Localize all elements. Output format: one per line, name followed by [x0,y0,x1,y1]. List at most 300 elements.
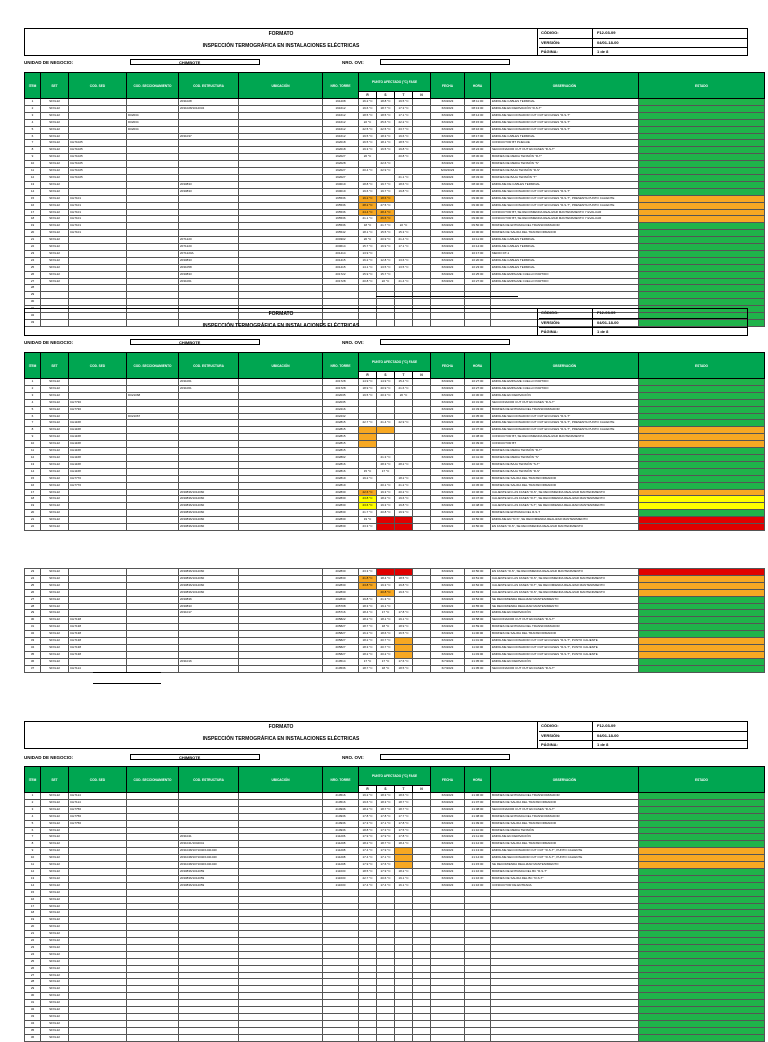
status-cell [639,958,765,965]
cell-obs: SE RECOMIENDA REALIZAR MANTENIMIENTO [491,862,639,869]
cell-tor: 205827 [323,624,359,631]
cell-s [377,1014,395,1021]
cell-ubi [239,517,323,524]
cell-set: SFXL22 [41,1014,69,1021]
cell-f: 6/6/2023 [431,223,465,230]
cell-i: 11 [25,862,41,869]
status-cell [639,993,765,1000]
cell-h: 10:30:00 [465,392,491,399]
cell-obs: BORNES DE SALIDA DEL TRANSFORMADOR [491,799,639,806]
cell-h: 10:47:00 [465,496,491,503]
cell-set: SFXL22 [41,793,69,800]
cell-t [395,413,413,420]
cell-t [395,958,413,965]
cell-est [179,931,239,938]
cell-h [465,299,491,306]
cell-ubi [239,292,323,299]
cell-f: 6/6/2023 [431,126,465,133]
cell-n [413,133,431,140]
cell-set: SFXL22 [41,441,69,448]
cell-n [413,385,431,392]
cell-n [413,1000,431,1007]
cell-est [179,392,239,399]
status-cell [639,903,765,910]
cell-f [431,910,465,917]
cell-s: 27.5 °C [377,202,395,209]
cell-i: 26 [25,589,41,596]
cell-tor: 191612 [323,126,359,133]
status-cell [639,1000,765,1007]
cell-r: 19.2 °C [359,793,377,800]
column-header-cod_secc: COD. SECCIONAMIENTO [127,73,179,99]
cell-ubi [239,112,323,119]
cell-obs: EMPALME SECCIONADOR CUT OUT EN FASES "R-S-T", PRESENTA PUNTO CALIENTE [491,427,639,434]
cell-est [179,126,239,133]
cell-f: 6/6/2023 [431,524,465,531]
column-header-ubicacion: UBICACIÓN [239,353,323,379]
cell-obs: CONDUCTOR BT [491,441,639,448]
cell-sec [127,793,179,800]
cell-n [413,195,431,202]
cell-s [377,434,395,441]
column-header-s: S [377,786,395,793]
cell-t: 21.4 °C [395,278,413,285]
status-cell [639,868,765,875]
cell-t: 18.6 °C [395,181,413,188]
cell-obs [491,1014,639,1021]
cell-f: 6/6/2023 [431,154,465,161]
cell-n [413,503,431,510]
status-cell [639,385,765,392]
form-title: INSPECCIÓN TERMOGRÁFICA EN INSTALACIONES ELÉCTRICAS [202,736,360,742]
cell-r: 22.5 °C [359,126,377,133]
column-header-t: T [395,372,413,379]
cell-s: 17 °C [377,658,395,665]
cell-n [413,420,431,427]
status-cell [639,496,765,503]
cell-sed: CH1168 [69,468,127,475]
cell-sed [69,257,127,264]
cell-f: 6/6/2023 [431,468,465,475]
cell-sec [127,658,179,665]
cell-ubi [239,979,323,986]
cell-i: 3 [25,392,41,399]
cell-est: 2030836/1012060 [179,569,239,576]
cell-tor: 202816 [323,468,359,475]
status-cell [639,392,765,399]
cell-obs: EN FASES "R-S", SE RECOMIENDA REALIZAR MANTENIMIENTO [491,569,639,576]
cell-h: 10:58:00 [465,617,491,624]
cell-f: 6/6/2023 [431,379,465,386]
cell-t: 17.1 °C [395,112,413,119]
cell-i: 33 [25,638,41,645]
cell-sed [69,278,127,285]
table-row [25,624,765,631]
status-cell [639,510,765,517]
cell-h: 09:50:00 [465,223,491,230]
cell-ubi [239,285,323,292]
status-cell [639,461,765,468]
cell-tor: 202830 [323,517,359,524]
cell-sed [69,944,127,951]
cell-s: 17.9 °C [377,848,395,855]
cell-tor: 211208 [323,855,359,862]
cell-ubi [239,216,323,223]
cell-ubi [239,188,323,195]
cell-f: 6/6/2023 [431,105,465,112]
cell-n [413,140,431,147]
cell-f: 6/6/2023 [431,406,465,413]
cell-sed [69,986,127,993]
cell-n [413,924,431,931]
cell-sed [69,105,127,112]
cell-f: 6/6/2023 [431,448,465,455]
cell-sec [127,938,179,945]
table-row [25,575,765,582]
cell-f: 6/6/2023 [431,209,465,216]
cell-s: 20.8 °C [377,589,395,596]
cell-set: SFXL22 [41,448,69,455]
cell-obs: EMPALME DE CABLES TERMINAL [491,181,639,188]
table-row [25,285,765,292]
cell-n [413,979,431,986]
cell-set: SFXL22 [41,658,69,665]
cell-n [413,188,431,195]
cell-ubi [239,264,323,271]
cell-r: 19 °C [359,517,377,524]
table-row [25,993,765,1000]
cell-f: 6/6/2023 [431,230,465,237]
cell-r [359,589,377,596]
cell-sed [69,903,127,910]
cell-ubi [239,99,323,106]
table-row [25,979,765,986]
cell-sec [127,223,179,230]
cell-f [431,903,465,910]
cell-set: SFXL22 [41,868,69,875]
cell-r: 18.5 °C [359,112,377,119]
cell-f: 6/6/2023 [431,644,465,651]
cell-n [413,271,431,278]
cell-sed [69,896,127,903]
cell-h: 08:17:00 [465,133,491,140]
cell-i: 2 [25,799,41,806]
cell-i: 8 [25,841,41,848]
cell-n [413,174,431,181]
status-cell [639,855,765,862]
cell-ubi [239,209,323,216]
cell-r [359,448,377,455]
cell-t: 21.1 °C [395,174,413,181]
cell-s: 19.3 °C [377,582,395,589]
cell-tor: 195536 [323,216,359,223]
cell-n [413,181,431,188]
cell-set: SFXL22 [41,841,69,848]
cell-i: 23 [25,569,41,576]
table-row [25,413,765,420]
cell-est [179,406,239,413]
cell-tor: 210514 [323,658,359,665]
status-cell [639,112,765,119]
cell-s [377,406,395,413]
column-header-observacion: OBSERVACIÓN [491,353,639,379]
cell-sed [69,413,127,420]
cell-h: 10:23:00 [465,264,491,271]
cell-sed: CH1168 [69,441,127,448]
cell-f: 6/6/2023 [431,813,465,820]
cell-r: 20 °C [359,237,377,244]
cell-h: 09:00:00 [465,195,491,202]
cell-f: 6/6/2023 [431,475,465,482]
cell-sed: CH7101 [69,195,127,202]
cell-sec [127,638,179,645]
cell-obs [491,896,639,903]
cell-obs: EMPALME SECCIONADOR CUT OUT "R-S-T", PUNTO CALIENTE [491,848,639,855]
cell-s: 18 °C [377,624,395,631]
business-unit-label: UNIDAD DE NEGOCIO: [24,340,74,345]
cell-t: 18.7 °C [395,806,413,813]
cell-obs: BORNES DE SALIDA DEL TRANSFORMADOR [491,482,639,489]
table-row [25,99,765,106]
status-cell [639,126,765,133]
cell-set: SFXL22 [41,181,69,188]
status-cell [639,917,765,924]
cell-set: SFXL22 [41,264,69,271]
cell-obs: BORNES DE ENTRADA DEL BC "R-S-T" [491,868,639,875]
cell-r: 18.5 °C [359,868,377,875]
cell-s: 17.9 °C [377,868,395,875]
cell-f: 6/6/2023 [431,503,465,510]
cell-t [395,910,413,917]
cell-n [413,441,431,448]
cell-h: 10:35:00 [465,413,491,420]
cell-sed: CH7730 [69,399,127,406]
cell-n [413,806,431,813]
cell-tor [323,292,359,299]
cell-h [465,903,491,910]
cell-ubi [239,806,323,813]
cell-ubi [239,237,323,244]
cell-est [179,889,239,896]
cell-t: 18.7 °C [395,799,413,806]
cell-s: 17.6 °C [377,862,395,869]
cell-sed [69,582,127,589]
column-header-cod_sed: COD. SED [69,353,127,379]
status-cell [639,237,765,244]
cell-sed [69,979,127,986]
cell-obs [491,924,639,931]
cell-obs: EMPALME SECCIONADOR CUT OUT EN FASES "R-S-T", PUNTO CALIENTE [491,638,639,645]
cell-obs: EMPALME CABLES TERMINAL [491,264,639,271]
cell-tor: 200302 [323,237,359,244]
cell-ubi [239,174,323,181]
cell-r [359,931,377,938]
cell-t [395,524,413,531]
cell-n [413,209,431,216]
status-cell [639,406,765,413]
cell-tor [323,889,359,896]
cell-h: 10:49:00 [465,510,491,517]
cell-set: SFXL22 [41,510,69,517]
inspection-table-4 [24,766,765,1042]
cell-sec [127,216,179,223]
status-cell [639,827,765,834]
status-cell [639,448,765,455]
cell-sed: CH71025 [69,168,127,175]
table-row [25,168,765,175]
cell-sec [127,250,179,257]
cell-n [413,882,431,889]
cell-tor [323,910,359,917]
cell-t [395,448,413,455]
cell-sed [69,931,127,938]
cell-s [377,569,395,576]
cell-set: SFXL22 [41,958,69,965]
cell-t: 19.8 °C [395,147,413,154]
cell-tor: 200614 [323,244,359,251]
cell-obs: BORNES DE MEDIA TENSIÓN "R-T" [491,448,639,455]
cell-sec [127,517,179,524]
status-cell [639,638,765,645]
cell-tor: 202035 [323,392,359,399]
cell-est: 2030833 [179,188,239,195]
cell-tor: 191208 [323,99,359,106]
cell-r [359,434,377,441]
cell-obs [491,958,639,965]
cell-r [359,979,377,986]
cell-i: 21 [25,931,41,938]
cell-est [179,209,239,216]
cell-sed [69,392,127,399]
cell-sed [69,1007,127,1014]
cell-f: 6/6/2023 [431,610,465,617]
cell-i: 9 [25,154,41,161]
cell-r [359,1000,377,1007]
cell-h: 21:14:00 [465,855,491,862]
cell-h: 10:45:00 [465,482,491,489]
cell-i: 28 [25,979,41,986]
table-row [25,230,765,237]
cell-r: 15.7 °C [359,244,377,251]
cell-s [377,441,395,448]
cell-h: 10:59:00 [465,624,491,631]
cell-f: 6/6/2023 [431,596,465,603]
cell-set: SFXL22 [41,596,69,603]
cell-est [179,665,239,672]
cell-ubi [239,140,323,147]
cell-sec [127,482,179,489]
cell-n [413,216,431,223]
table-row [25,448,765,455]
cell-h: 10:37:00 [465,427,491,434]
cell-t: 19.8 °C [395,188,413,195]
cell-r: 19.6 °C [359,799,377,806]
cell-i: 27 [25,596,41,603]
cell-f: 6/6/2023 [431,237,465,244]
cell-f: 6/6/2023 [431,392,465,399]
cell-h [465,986,491,993]
cell-sec [127,174,179,181]
status-cell [639,848,765,855]
table-row [25,126,765,133]
cell-s: 21.3 °C [377,596,395,603]
cell-tor: 210936 [323,827,359,834]
cell-i: 8 [25,427,41,434]
cell-h [465,951,491,958]
cell-n [413,889,431,896]
cell-tor [323,896,359,903]
cell-t: 17.6 °C [395,658,413,665]
cell-i: 31 [25,306,41,313]
cell-r: 18 °C [359,223,377,230]
cell-i: 12 [25,868,41,875]
cell-i: 20 [25,924,41,931]
cell-sec: D021068 [127,392,179,399]
cell-sed: CH7770 [69,475,127,482]
cell-obs [491,938,639,945]
cell-s: 18.1 °C [377,617,395,624]
cell-sec [127,931,179,938]
version-label: VERSIÓN: [541,732,561,738]
cell-f: 6/6/2023 [431,799,465,806]
table-row [25,244,765,251]
cell-ubi [239,889,323,896]
cell-h: 11:03:00 [465,651,491,658]
cell-obs: EMPALME SECCIONADOR CUT OUT EN FASES "R-S-T" [491,112,639,119]
cell-obs: EMPALME SECCIONADOR CUT OUT EN FASES "R-S-T", PUNTO CALIENTE [491,644,639,651]
cell-f [431,965,465,972]
cell-tor: 202815 [323,441,359,448]
cell-h: 08:14:00 [465,112,491,119]
cell-sed: CH7101 [69,230,127,237]
cell-h: 10:53:00 [465,589,491,596]
cell-tor: 192018 [323,147,359,154]
cell-tor: 202830 [323,489,359,496]
cell-tor [323,917,359,924]
cell-r: 22.7 °C [359,420,377,427]
cell-h: 08:31:00 [465,161,491,168]
cell-s: 19.7 °C [377,188,395,195]
cell-i: 24 [25,257,41,264]
table-row [25,799,765,806]
cell-sed [69,924,127,931]
cell-set [41,292,69,299]
cell-s: 15.5 °C [377,230,395,237]
status-cell [639,105,765,112]
cell-f [431,979,465,986]
cell-h: 10:40:00 [465,448,491,455]
cell-ubi [239,793,323,800]
cell-r: 15 °C [359,468,377,475]
cell-ubi [239,181,323,188]
cell-est [179,1014,239,1021]
cell-ubi [239,385,323,392]
cell-est [179,799,239,806]
cell-set: SFXL22 [41,889,69,896]
cell-h: 21:13:00 [465,848,491,855]
cell-r: 18.2 °C [359,841,377,848]
cell-set: SFXL22 [41,223,69,230]
cell-h: 10:55:00 [465,603,491,610]
cell-set: SFXL22 [41,524,69,531]
cell-n [413,917,431,924]
cell-r [359,993,377,1000]
cell-s [377,938,395,945]
cell-obs [491,1007,639,1014]
cell-n [413,910,431,917]
cell-s: 16.5 °C [377,147,395,154]
business-unit-field: CHIMBOTE [130,754,260,760]
